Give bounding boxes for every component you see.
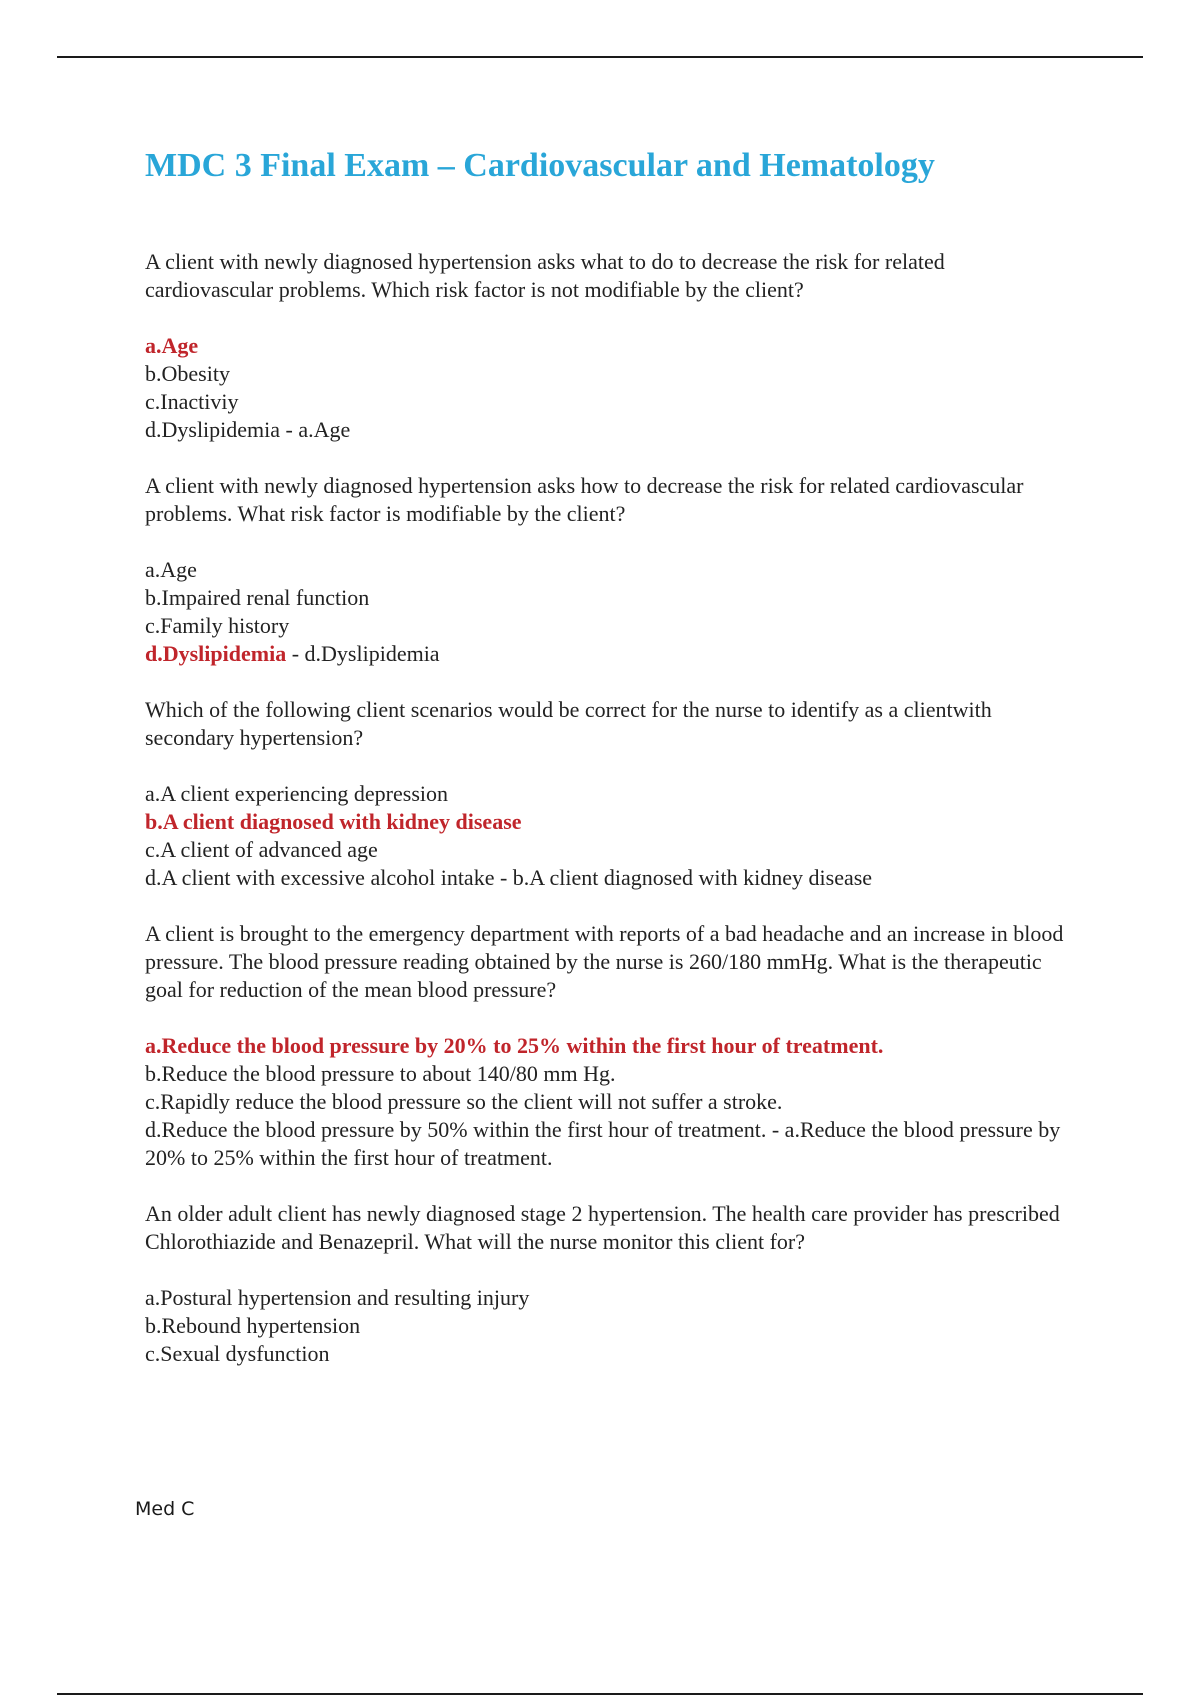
question-stem: A client with newly diagnosed hypertension asks what to do to decrease the risk for related cardiovascular problems. Which risk factor is not modifiable by the client? xyxy=(145,249,945,302)
question-block xyxy=(145,696,1075,892)
option-text: d.Reduce the blood pressure by 50% within the first hour of treatment. xyxy=(145,1117,767,1142)
answer-option xyxy=(145,640,1075,668)
question-stem: Which of the following client scenarios would be correct for the nurse to identify as a clientwith secondary hypertension? xyxy=(145,697,992,750)
answer-key: - a.Reduce the blood pressure by 20% to 25% within the first hour of treatment. xyxy=(145,1117,1061,1170)
document-title: MDC 3 Final Exam – Cardiovascular and Hematology xyxy=(145,147,935,184)
question-stem: An older adult client has newly diagnosed stage 2 hypertension. The health care provider has prescribed Chlorothiazide and Benazepril. What will the nurse monitor this client for? xyxy=(145,1201,1060,1254)
answer-option-correct: a.Age xyxy=(145,333,199,358)
answer-key: - b.A client diagnosed with kidney disease xyxy=(494,865,873,890)
answer-option-correct: a.Reduce the blood pressure by 20% to 25% within the first hour of treatment. xyxy=(145,1033,884,1058)
answer-option: a.Age xyxy=(145,557,197,582)
answer-option xyxy=(145,1116,1075,1172)
answer-option: c.Rapidly reduce the blood pressure so the client will not suffer a stroke. xyxy=(145,1089,783,1114)
answer-option: b.Rebound hypertension xyxy=(145,1313,361,1338)
question-block xyxy=(145,472,1075,668)
option-text: d.A client with excessive alcohol intake xyxy=(145,865,495,890)
answer-option-correct: b.A client diagnosed with kidney disease xyxy=(145,809,522,834)
option-text-correct: d.Dyslipidemia xyxy=(145,641,287,666)
answer-key: - d.Dyslipidemia xyxy=(286,641,440,666)
answer-option: a.A client experiencing depression xyxy=(145,781,449,806)
bottom-rule xyxy=(57,1693,1143,1695)
answer-option: b.Impaired renal function xyxy=(145,585,370,610)
answer-option: c.Sexual dysfunction xyxy=(145,1341,330,1366)
answer-option: c.Inactiviy xyxy=(145,389,239,414)
question-stem: A client is brought to the emergency department with reports of a bad headache and an increase in blood pressure. The blood pressure reading obtained by the nurse is 260/180 mmHg. What is the therapeutic goal for reduction of the mean blood pressure? xyxy=(145,921,1064,1002)
answer-key: - a.Age xyxy=(280,417,351,442)
option-text: d.Dyslipidemia xyxy=(145,417,281,442)
question-block xyxy=(145,920,1075,1172)
answer-option: a.Postural hypertension and resulting injury xyxy=(145,1285,530,1310)
page-footer: Med C xyxy=(135,1498,195,1520)
question-block xyxy=(145,1200,1075,1368)
answer-option: c.Family history xyxy=(145,613,290,638)
top-rule xyxy=(57,56,1143,58)
answer-option xyxy=(145,864,1075,892)
document-body xyxy=(145,140,1075,1368)
answer-option xyxy=(145,416,1075,444)
answer-option: b.Obesity xyxy=(145,361,230,386)
answer-option: b.Reduce the blood pressure to about 140/80 mm Hg. xyxy=(145,1061,616,1086)
answer-option: c.A client of advanced age xyxy=(145,837,378,862)
question-stem: A client with newly diagnosed hypertension asks how to decrease the risk for related cardiovascular problems. What risk factor is modifiable by the client? xyxy=(145,473,1024,526)
question-block xyxy=(145,248,1075,444)
